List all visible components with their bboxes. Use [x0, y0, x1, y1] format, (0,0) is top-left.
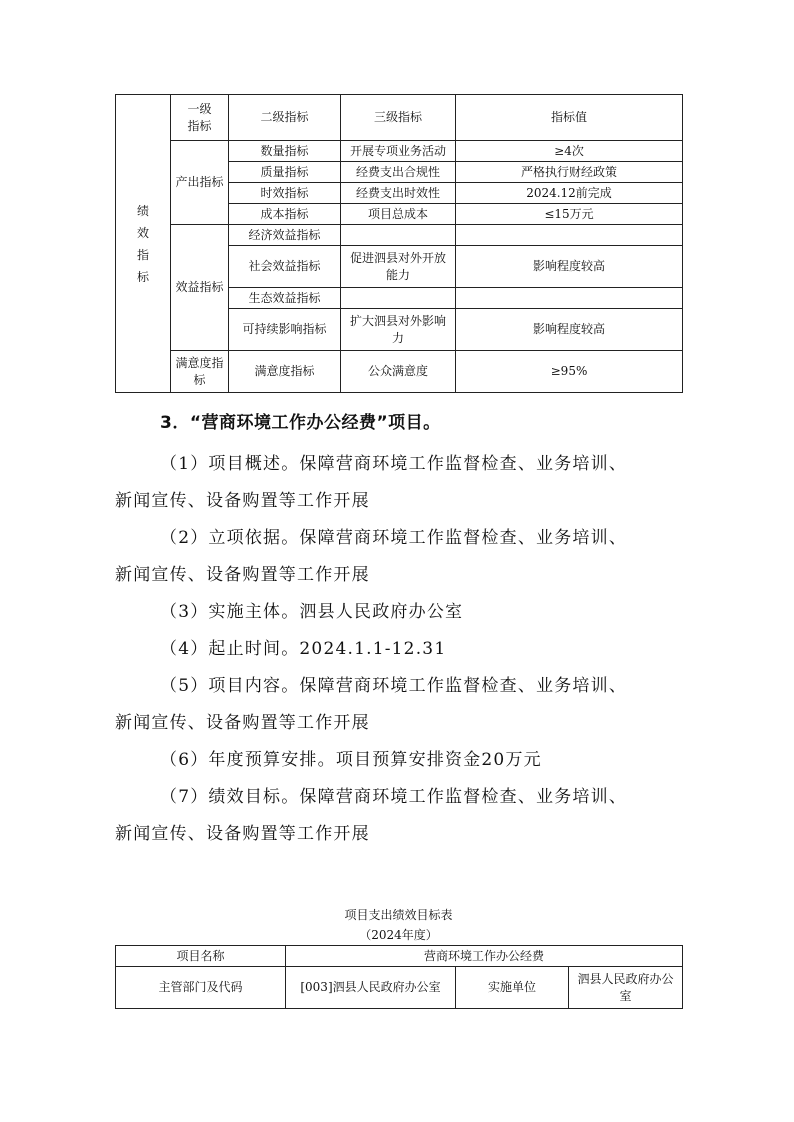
category-output: 产出指标: [171, 141, 229, 225]
paragraph-item-3: （3）实施主体。泗县人民政府办公室: [160, 602, 464, 622]
table-cell: 促进泗县对外开放 能力: [341, 246, 456, 288]
table-cell: 2024.12前完成: [456, 183, 683, 204]
project-name-value: 营商环境工作办公经费: [286, 946, 683, 967]
paragraph-item-5: （5）项目内容。保障营商环境工作监督检查、业务培训、 新闻宣传、设备购置等工作开展: [115, 676, 628, 733]
paragraph-item-1: （1）项目概述。保障营商环境工作监督检查、业务培训、 新闻宣传、设备购置等工作开展: [115, 454, 628, 511]
paragraph-item-7: （7）绩效目标。保障营商环境工作监督检查、业务培训、 新闻宣传、设备购置等工作开展: [115, 787, 628, 844]
table-cell: 影响程度较高: [456, 309, 683, 351]
paragraph-item-2: （2）立项依据。保障营商环境工作监督检查、业务培训、 新闻宣传、设备购置等工作开展: [115, 528, 628, 585]
project-info-table: [115, 945, 683, 1009]
table-subtitle: （2024年度）: [359, 928, 438, 942]
table-cell: 开展专项业务活动: [341, 141, 456, 162]
table-cell: ≥4次: [456, 141, 683, 162]
header-level1: 一级 指标: [171, 95, 229, 141]
table-cell: 严格执行财经政策: [456, 162, 683, 183]
paragraph-item-4: （4）起止时间。2024.1.1-12.31: [160, 639, 447, 659]
table-cell: [341, 225, 456, 246]
table-cell: 项目总成本: [341, 204, 456, 225]
table-title: 项目支出绩效目标表: [344, 908, 453, 922]
table-cell: [456, 225, 683, 246]
dept-value: [003]泗县人民政府办公室: [286, 967, 456, 1009]
table-cell: 数量指标: [229, 141, 341, 162]
table-cell: ≤15万元: [456, 204, 683, 225]
table-cell: 可持续影响指标: [229, 309, 341, 351]
impl-label: 实施单位: [456, 967, 569, 1009]
project-name-label: 项目名称: [116, 946, 286, 967]
section-heading: 3．“营商环境工作办公经费”项目。: [160, 413, 441, 433]
table-cell: ≥95%: [456, 351, 683, 393]
table-cell: 经费支出合规性: [341, 162, 456, 183]
table-cell: [341, 288, 456, 309]
table-cell: 成本指标: [229, 204, 341, 225]
header-level2: 二级指标: [229, 95, 341, 141]
table-cell: 满意度指标: [229, 351, 341, 393]
table-cell: 时效指标: [229, 183, 341, 204]
table-cell: 社会效益指标: [229, 246, 341, 288]
table-cell: 经济效益指标: [229, 225, 341, 246]
header-level3: 三级指标: [341, 95, 456, 141]
table-cell: [456, 288, 683, 309]
impl-value: 泗县人民政府办公室: [569, 967, 683, 1009]
performance-indicator-table: [115, 94, 683, 393]
header-value: 指标值: [456, 95, 683, 141]
table-cell: 公众满意度: [341, 351, 456, 393]
category-satisfaction: 满意度指 标: [171, 351, 229, 393]
paragraph-item-6: （6）年度预算安排。项目预算安排资金20万元: [160, 750, 542, 770]
table-cell: 质量指标: [229, 162, 341, 183]
table-cell: 生态效益指标: [229, 288, 341, 309]
table-cell: 经费支出时效性: [341, 183, 456, 204]
table-cell: 扩大泗县对外影响 力: [341, 309, 456, 351]
dept-label: 主管部门及代码: [116, 967, 286, 1009]
table-cell: 影响程度较高: [456, 246, 683, 288]
category-benefit: 效益指标: [171, 225, 229, 351]
performance-side-label: 绩 效 指 标: [116, 95, 171, 393]
